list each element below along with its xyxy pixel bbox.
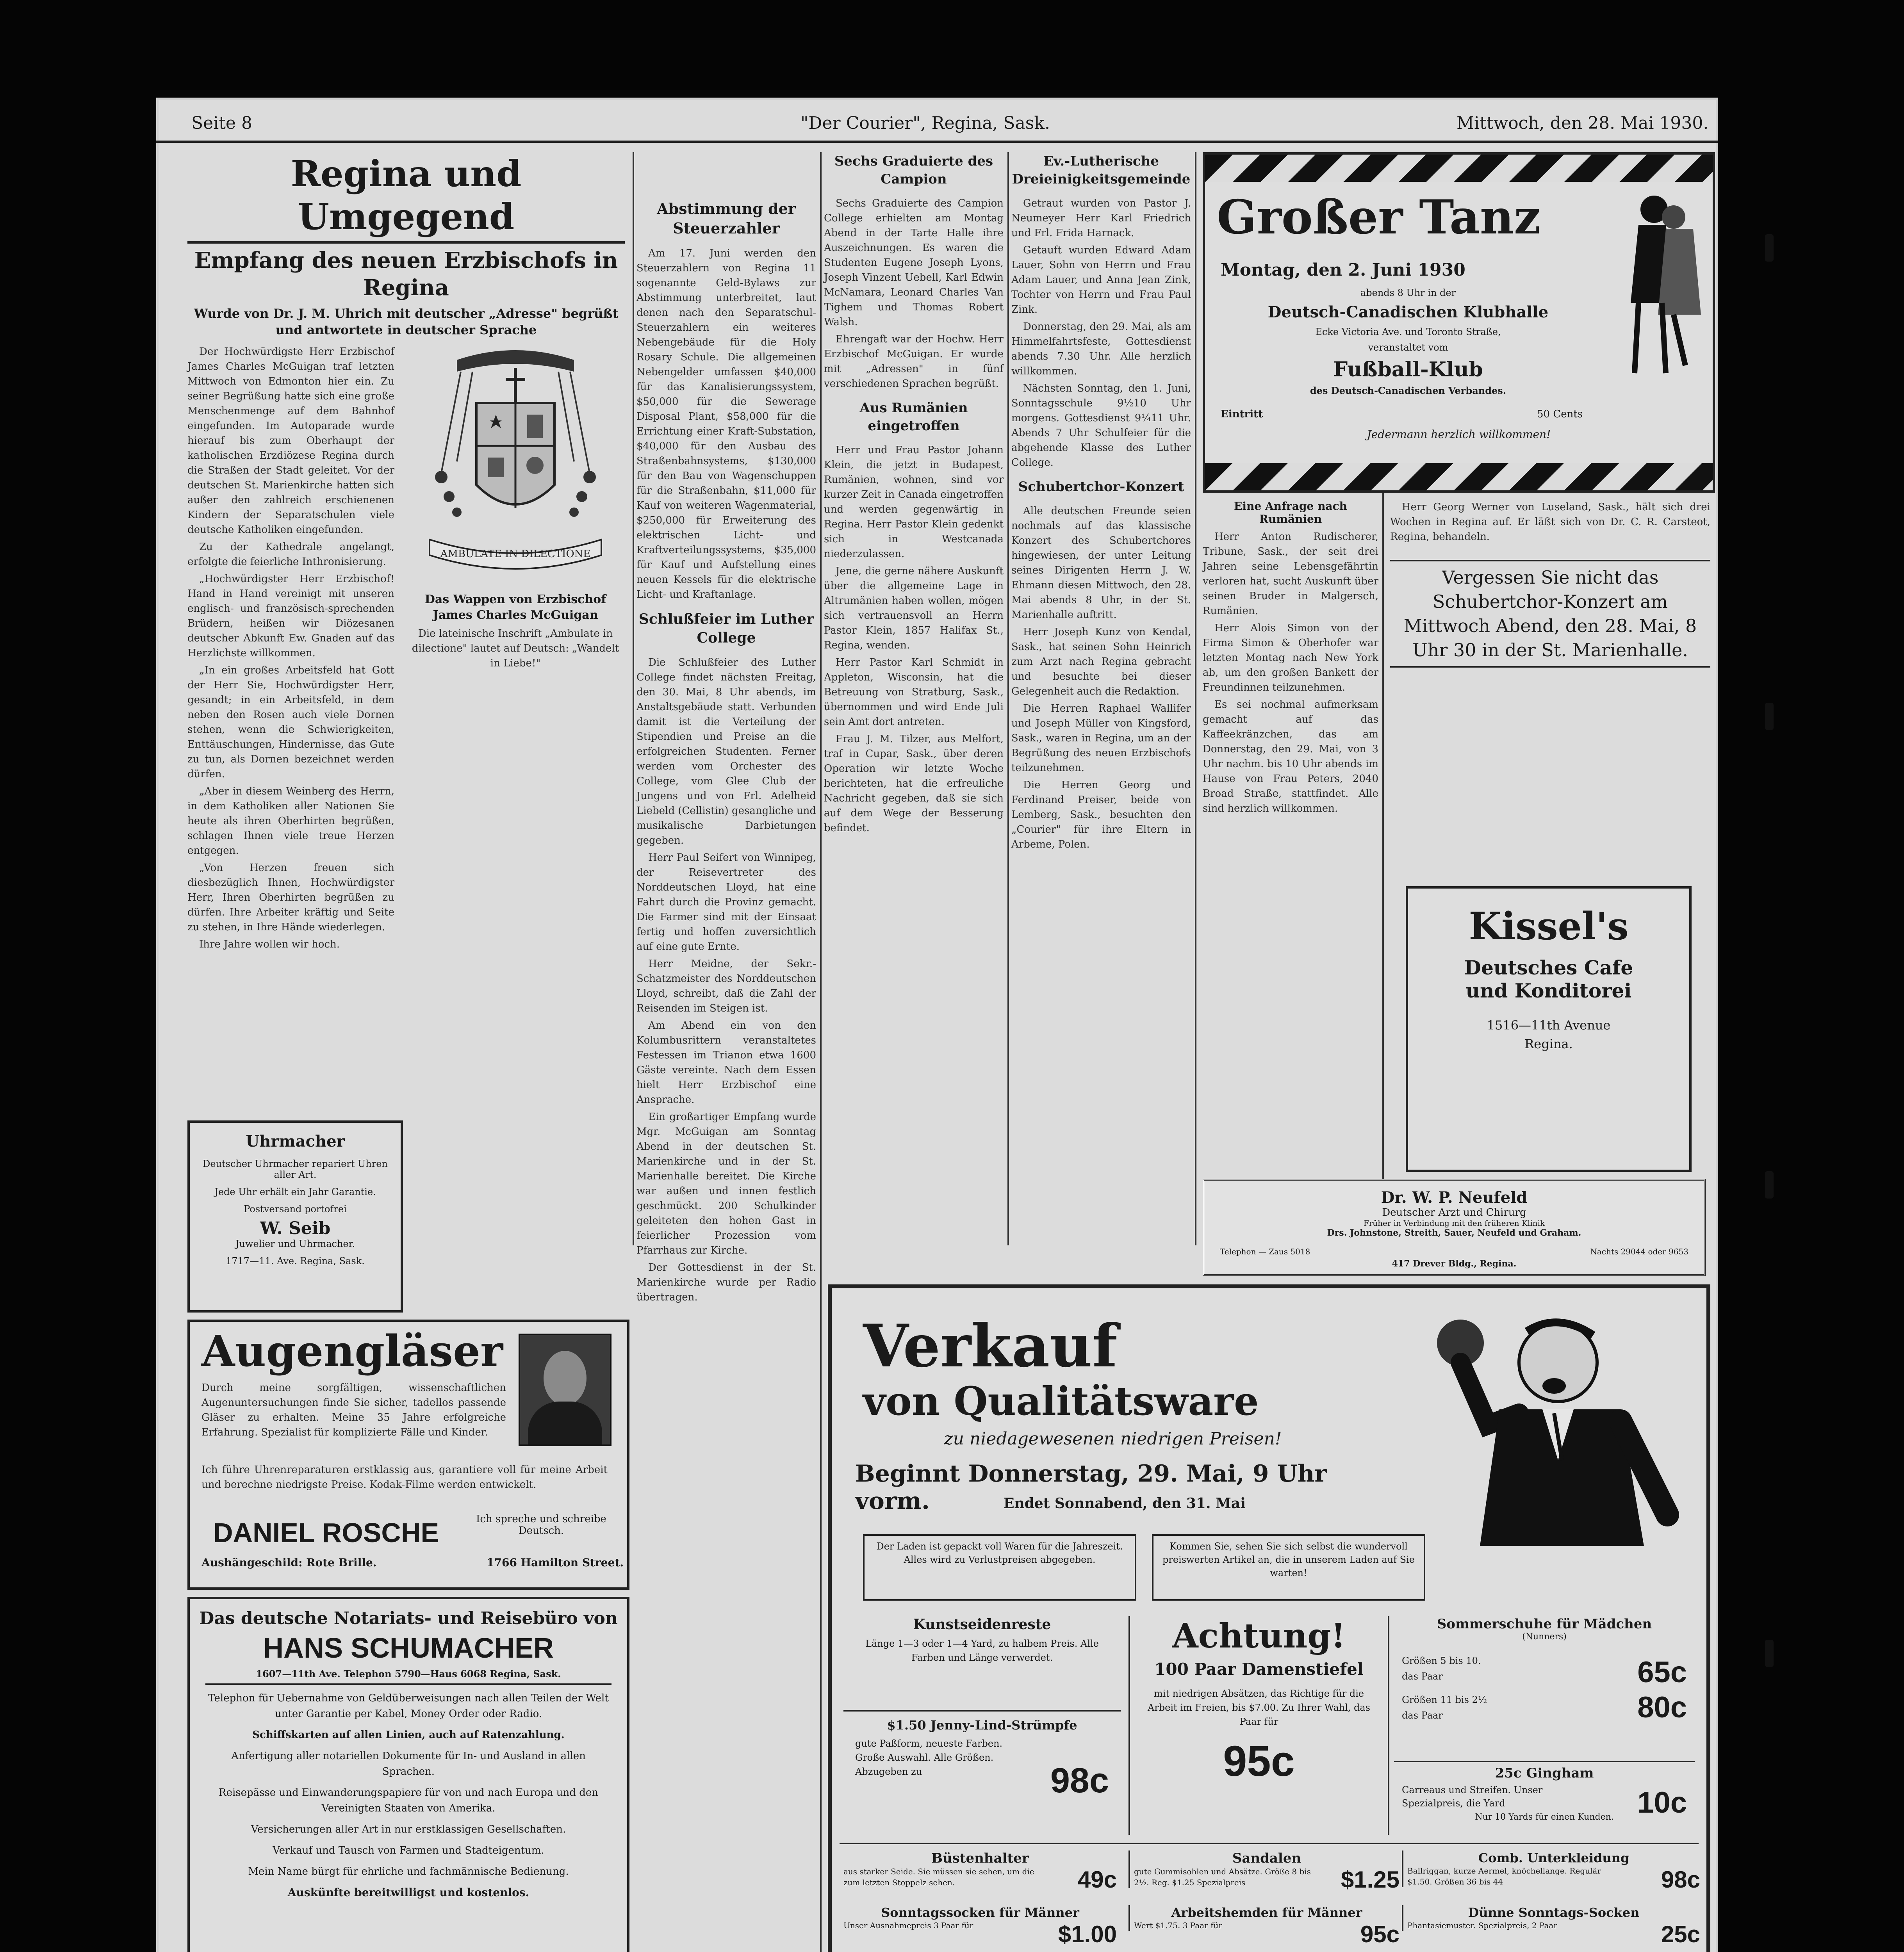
coat-caption: Das Wappen von Erzbischof James Charles McGuigan: [424, 593, 606, 622]
article-text-left: Der Hochwürdigste Herr Erzbischof James Charles McGuigan traf letzten Mittwoch von Edmonton hier ein. Zu seiner Begrüßung hatte sich eine große Menschenmenge auf dem Bahnhof eingefunden. Im Autoparade wurde hierauf bis zum Oberhaupt der katholischen Erzdiözese Regina durch die Straßen der Stadt geleitet. Vor der deutschen St. Marienkirche hatten sich außer den zahlreich erschienenen Kindern der Separatschulen viele deutsche Katholiken eingefunden. Zu der Kathedrale angelangt, erfolgte die feierliche Inthronisierung. „Hochwürdigster Herr Erzbischof! Hand in Hand vereinigt mit unseren englisch- und französisch-sprechenden Brüdern, heißen wir Diözesanen deutscher Abkunft Ew. Gnaden auf das Herzlichste willkommen. „In ein großes Arbeitsfeld hat Gott der Herr Sie, Hochwürdigster Herr, gesandt; in ein Arbeitsfeld, in dem neben den Rosen auch viele Dornen stehen, wenn die Schwierigkeiten, Enttäuschungen, Hindernisse, das Gute zu tun, als Dornen bezeichnet werden dürfen. „Aber in diesem Weinberg des Herrn, in dem Katholiken aller Nationen Sie heute als ihren Oberhirten begrüßen, schlagen Ihnen viele treue Herzen entgegen. „Von Herzen freuen sich diesbezüglich Ihnen, Hochwürdigster Herr, Ihren Oberhirten begrüßen zu dürfen. Ihre Arbeiter kräftig und Seite zu stehen, in Ihre Hände wiederlegen. Ihre Jahre wollen wir hoch.: [187, 346, 394, 950]
column-2: Abstimmung der Steuerzahler Am 17. Juni werden den Steuerzahlern von Regina 11 sogenannte Geld-Bylaws zur Abstimmung unterbreitet, laut denen nach den Separatschul-Steuerzahlern ein weiteres Nebengebäude für die Holy Rosary Schule. Die allgemeinen Nebengelder umfassen $40,000 für das Kanalisierungssystem, $50,000 für die Sewerage Disposal Plant, $58,000 für die Errichtung einer Kraft-Substation, $40,000 für den Ausbau des Straßenbahnsystems, $130,000 für den Bau von Wagenschuppen für die Straßenbahn, $11,000 für Kauf von weiteren Wagenmaterial, $250,000 für Erweiterung des elektrischen Licht- und Kraftverteilungssystems, $35,000 für Kauf und Aufstellung eines neuen Kessels für die elektrische Licht- und Kraftanlage. Schlußfeier im Luther College Die Schlußfeier des Luther College findet nächsten Freitag, den 30. Mai, 8 Uhr abends, im Anstaltsgebäude statt. Verbunden damit ist die Verteilung der Stipendien und Preise an die erfolgreichen Studenten. Ferner werden vom Orchester des College, vom Glee Club der Jungens und von Frl. Adelheid Liebeld (Cellistin) gesangliche und musikalische Darbietungen gegeben. Herr Paul Seifert von Winnipeg, der Reisevertreter des Norddeutschen Lloyd, hat eine Fahrt durch die Provinz gemacht. Die Farmer sind mit der Einsaat fertig und hoffen zuversichtlich auf eine gute Ernte. Herr Meidne, der Sekr.-Schatzmeister des Norddeutschen Lloyd, schreibt, daß die Zahl der Reisenden im Steigen ist. Am Abend ein von den Kolumbusrittern veranstaltetes Festessen im Trianon etwa 1600 Gäste vereinte. Nach dem Essen hielt Herr Erzbischof eine Ansprache. Ein großartiger Empfang wurde Mgr. McGuigan am Sonntag Abend in der deutschen St. Marienkirche und in der St. Marienhalle bereitet. Die Kirche war außen und innen festlich geschmückt. 200 Schulkinder geleiteten den hohen Gast in feierlicher Prozession vom Pfarrhaus zur Kirche. Der Gottesdienst in der St. Marienkirche wurde per Radio übertragen.: [636, 200, 816, 1303]
ad-uhrmacher-name: W. Seib: [260, 1218, 331, 1238]
ad-augen-title: Augengläser: [201, 1326, 503, 1376]
binding-hole: [1765, 703, 1774, 730]
item-buestenhalter: Büstenhalter aus starker Seide. Sie müssen sie sehen, um die zum letzten Stoppelz sehen. 49c: [843, 1850, 1117, 1893]
coat-subcaption: Die lateinische Inschrift „Ambulate in dilectione" lautet auf Deutsch: „Wandelt in Liebe!": [412, 628, 619, 669]
item-gingham: 25c Gingham Carreaus und Streifen. Unser Spezialpreis, die Yard 10c Nur 10 Yards für einen Kunden.: [1394, 1761, 1695, 1836]
ad-kissels: Kissel's Deutsches Cafe und Konditorei 1516—11th Avenue Regina.: [1406, 886, 1692, 1172]
item-arbeitshemden: Arbeitshemden für Männer Wert $1.75. 3 Paar für 95c: [1128, 1905, 1399, 1931]
col2-title2: Schlußfeier im Luther College: [638, 611, 814, 646]
col3-title: Sechs Graduierte des Campion: [834, 153, 993, 187]
ad-grosser-tanz: Großer Tanz Montag, den 2. Juni 1930 abends 8 Uhr in der Deutsch-Canadischen Klubhalle Ecke Victoria Ave. und Toronto Straße, veranstaltet vom Fußball-Klub des Deutsch-Canadischen Verbandes. Eintritt 50 Cents Jedermann herzlich willkommen!: [1203, 152, 1715, 493]
ad-verkauf: Verkauf von Qualitätsware zu niedagewesenen niedrigen Preisen! Beginnt Donnerstag, 29. Mai, 9 Uhr vorm. Endet Sonnabend, den 31. Mai Der Laden ist gepackt voll Waren für die Jahreszeit. Alles wird zu Verlustpreisen abgegeben. Kommen Sie, sehen Sie sich selbst die wundervoll preiswerten Artikel an, die in unserem Laden auf Sie warten! Kunstseidenreste Länge 1—3 oder 1—4 Yard, zu halbem Preis. Alle Farben und Länge verwerdet. $1.50 Jenny-Lind-Strümpfe gute Paßform, neueste Farben. Große Auswahl. Alle Größen. Abzugeben zu 98c Achtung! 100 Paar Damenstiefel mit niedrigen Absätzen, das Richtige für die Arbeit im Freien, bis $7.00. Zu Ihrer Wahl, das Paar für 95c Sommerschuhe für Mädchen (Nunners) Größen 5 bis 10. das Paar 65c Größen 11 bis 2½ das Paar 80c 25c Gingham Carreaus und Streifen. Unser Spezialpreis, die Yard 10c Nur 10 Yards für einen Kunden. Büstenhalter aus starker Seide. Sie müssen sie sehen, um die zum letzten Stoppelz sehen. 49c Sonntagssocken für Männer Unser Ausnahmepreis 3 Paar für $1.00 Sandalen gute Gummisohlen und Absätze. Größe 8 bis 2½. Reg. $1.25 Spezialpreis $1.25 Arbeitshemden für Männer Wert $1.75. 3 Paar für 95c Comb. Unterkleidung Ballriggan, kurze Aermel, knöchellange. Regulär $1.50. Größen 36 bis 44 98c Dünne Sonntags-Socken Phantasiemuster. Spezialpreis, 2 Paar 25c: [828, 1284, 1710, 1952]
article-text-right: [406, 679, 625, 693]
col4-title: Ev.-Lutherische Dreieinigkeitsgemeinde: [1012, 153, 1191, 187]
ad-notar-name: HANS SCHUMACHER: [263, 1633, 554, 1664]
item-kunstseide: Kunstseidenreste Länge 1—3 oder 1—4 Yard, zu halbem Preis. Alle Farben und Länge verwerdet.: [843, 1616, 1121, 1712]
ad-augen-name: DANIEL ROSCHE: [213, 1517, 439, 1548]
tanz-title: Großer Tanz: [1217, 190, 1541, 245]
column-rule: [633, 152, 634, 1245]
page-number: Seite 8: [191, 113, 252, 133]
title-rule: [187, 241, 625, 244]
portrait-image: [519, 1334, 611, 1446]
binding-hole: [1765, 1171, 1774, 1199]
article-subtitle: Wurde von Dr. J. M. Uhrich mit deutscher „Adresse" begrüßt und antwortete in deutscher Sprache: [194, 306, 619, 337]
header-rule: [156, 141, 1718, 143]
newspaper-page: [156, 98, 1718, 1952]
coat-of-arms-block: [406, 344, 625, 696]
column-rule: [1195, 152, 1196, 1245]
issue-date: Mittwoch, den 28. Mai 1930.: [1457, 113, 1709, 133]
column-rule: [1007, 152, 1009, 1245]
column-6: Herr Georg Werner von Luseland, Sask., hält sich drei Wochen in Regina auf. Er läßt sich von Dr. C. R. Carsteot, Regina, behandeln. Vergessen Sie nicht das Schubertchor-Konzert am Mittwoch Abend, den 28. Mai, 8 Uhr 30 in der St. Marienhalle.: [1390, 500, 1710, 668]
section-title: Regina und Umgegend: [291, 153, 522, 238]
col3-title2: Aus Rumänien eingetroffen: [859, 400, 968, 434]
paper-name: "Der Courier", Regina, Sask.: [800, 113, 1050, 133]
shouting-man-icon: [1371, 1296, 1691, 1546]
verkauf-start: Beginnt Donnerstag, 29. Mai, 9 Uhr vorm.: [855, 1460, 1327, 1515]
col4-title2: Schubertchor-Konzert: [1018, 479, 1184, 495]
verkauf-title: Verkauf: [863, 1312, 1118, 1380]
ad-schubert-reminder: Vergessen Sie nicht das Schubertchor-Konzert am Mittwoch Abend, den 28. Mai, 8 Uhr 30 in der St. Marienhalle.: [1390, 560, 1710, 668]
article-title: Empfang des neuen Erzbischofs in Regina: [194, 248, 618, 301]
item-sonntagssocken: Sonntagssocken für Männer Unser Ausnahmepreis 3 Paar für $1.00: [843, 1905, 1117, 1947]
item-damenstiefel: Achtung! 100 Paar Damenstiefel mit niedrigen Absätzen, das Richtige für die Arbeit im Freien, bis $7.00. Zu Ihrer Wahl, das Paar für 95c: [1128, 1616, 1389, 1835]
binding-hole: [1765, 1640, 1774, 1667]
item-unterkleidung: Comb. Unterkleidung Ballriggan, kurze Aermel, knöchellange. Regulär $1.50. Größen 36 bis 44 98c: [1402, 1850, 1700, 1887]
item-sonntags-socken: Dünne Sonntags-Socken Phantasiemuster. Spezialpreis, 2 Paar 25c: [1402, 1905, 1700, 1931]
binding-hole: [1765, 234, 1774, 262]
verkauf-subtitle: von Qualitätsware: [863, 1378, 1259, 1424]
ad-uhrmacher-title: Uhrmacher: [246, 1132, 345, 1151]
item-sandalen: Sandalen gute Gummisohlen und Absätze. Größe 8 bis 2½. Reg. $1.25 Spezialpreis $1.25: [1128, 1850, 1399, 1888]
column-4: Ev.-Lutherische Dreieinigkeitsgemeinde Getraut wurden von Pastor J. Neumeyer Herr Karl Friedrich und Frl. Frida Harnack. Getauft wurden Edward Adam Lauer, Sohn von Herrn und Frau Adam Lauer, und Anna Jean Zink, Tochter von Herrn und Frau Paul Zink. Donnerstag, den 29. Mai, als am Himmelfahrtsfeste, Gottesdienst abends 7.30 Uhr. Alle herzlich willkommen. Nächsten Sonntag, den 1. Juni, Sonntagsschule 9½10 Uhr morgens. Gottesdienst 9¼11 Uhr. Abends 7 Uhr Schulfeier für die abgehende Klasse des Luther College. Schubertchor-Konzert Alle deutschen Freunde seien nochmals auf das klassische Konzert des Schubertchores hingewiesen, der unter Leitung seines Dirigenten Herrn J. W. Ehmann diesen Mittwoch, den 28. Mai abends 8 Uhr, in der St. Marienhalle auftritt. Herr Joseph Kunz von Kendal, Sask., hat seinen Sohn Heinrich zum Arzt nach Regina gebracht und besuchte bei dieser Gelegenheit auch die Redaktion. Die Herren Raphael Wallifer und Joseph Müller von Kingsford, Sask., waren in Regina, um an der Begrüßung des neuen Erzbischofs teilzunehmen. Die Herren Georg und Ferdinand Preiser, beide von Lemberg, Sask., besuchten den „Courier" für ihre Eltern in Arbeme, Polen.: [1011, 152, 1191, 854]
column-rule: [820, 152, 822, 1952]
coat-of-arms-icon: [406, 344, 625, 586]
col2-title: Abstimmung der Steuerzahler: [657, 200, 796, 237]
ad-uhrmacher: Uhrmacher Deutscher Uhrmacher repariert Uhren aller Art. Jede Uhr erhält ein Jahr Garantie. Postversand portofrei W. Seib Juwelier und Uhrmacher. 1717—11. Ave. Regina, Sask.: [187, 1120, 403, 1313]
column-5: Eine Anfrage nach Rumänien Herr Anton Rudischerer, Tribune, Sask., der seit drei Jahren seine Lebensgefährtin verloren hat, sucht Auskunft über seinen Bruder in Malgersch, Rumänien. Herr Alois Simon von der Firma Simon & Oberhofer war letzten Montag nach New York ab, um den großen Bankett der Freundinnen teilzunehmen. Es sei nochmal aufmerksam gemacht auf das Kaffeekränzchen, das am Donnerstag, den 29. Mai, von 3 Uhr nachm. bis 10 Uhr abends im Hause von Frau Peters, 2040 Broad Straße, stattfindet. Alle sind herzlich willkommen.: [1203, 500, 1378, 814]
ad-notariat: Das deutsche Notariats- und Reisebüro von HANS SCHUMACHER 1607—11th Ave. Telephon 5790—Haus 6068 Regina, Sask. Telephon für Uebernahme von Geldüberweisungen nach allen Teilen der Welt unter Garantie per Kabel, Money Order oder Radio. Schiffskarten auf allen Linien, auch auf Ratenzahlung. Anfertigung aller notariellen Dokumente für In- und Ausland in allen Sprachen. Reisepässe und Einwanderungspapiere für von und nach Europa und den Vereinigten Staaten von Amerika. Versicherungen aller Art in nur erstklassigen Gesellschaften. Verkauf und Tausch von Farmen und Stadteigentum. Mein Name bürgt für ehrliche und fachmännische Bedienung. Auskünfte bereitwilligst und kostenlos.: [187, 1597, 629, 1952]
item-jenny-lind: $1.50 Jenny-Lind-Strümpfe gute Paßform, neueste Farben. Große Auswahl. Alle Größen. Abzugeben zu 98c: [855, 1718, 1109, 1800]
page-header: [156, 113, 1718, 137]
coat-motto: AMBULATE IN DILECTIONE: [440, 548, 591, 560]
column-rule: [1382, 492, 1384, 1257]
dancing-couple-icon: [1607, 186, 1709, 381]
column-3: Sechs Graduierte des Campion Sechs Graduierte des Campion College erhielten am Montag Abend in der Tarte Halle ihre Auszeichnungen. Es waren die Studenten Eugene Joseph Lyons, Joseph Vinzent Uebell, Karl Edwin McNamara, Leonard Charles Van Tighem und Thomas Robert Walsh. Ehrengaft war der Hochw. Herr Erzbischof McGuigan. Er wurde mit „Adressen" in fünf verschiedenen Sprachen begrüßt. Aus Rumänien eingetroffen Herr und Frau Pastor Johann Klein, die jetzt in Budapest, Rumänien, wohnen, sind vor kurzer Zeit in Canada eingetroffen und werden gegenwärtig in Regina. Herr Pastor Klein gedenkt sich in Westcanada niederzulassen. Jene, die gerne nähere Auskunft über die allgemeine Lage in Altrumänien haben wollen, mögen sich vertrauensvoll an Herrn Pastor Klein, 1857 Halifax St., Regina, wenden. Herr Pastor Karl Schmidt in Appleton, Wisconsin, hat die Betreuung von Stratburg, Sask., übernommen und wird Ende Juli sein Amt dort antreten. Frau J. M. Tilzer, aus Melfort, traf in Cupar, Sask., über deren Operation wir letzte Woche berichteten, hat die erfreuliche Nachricht gegeben, daß sie sich auf dem Wege der Besserung befindet.: [824, 152, 1004, 838]
ad-augenglaeser: Augengläser Durch meine sorgfältigen, wissenschaftlichen Augenuntersuchungen finde Sie sicher, tadellos passende Gläser zu erhalten. Meine 35 Jahre erfolgreiche Erfahrung. Spezialist für komplizierte Fälle und Kinder. Ich führe Uhrenreparaturen erstklassig aus, garantiere voll für meine Arbeit und berechne niedrigste Preise. Kodak-Filme werden entwickelt. DANIEL ROSCHE Ich spreche und schreibe Deutsch. Aushängeschild: Rote Brille. 1766 Hamilton Street.: [187, 1320, 629, 1590]
item-sommerschuhe-maedchen: Sommerschuhe für Mädchen (Nunners) Größen 5 bis 10. das Paar 65c Größen 11 bis 2½ das Paar 80c: [1402, 1616, 1687, 1724]
ad-dr-neufeld: Dr. W. P. Neufeld Deutscher Arzt und Chirurg Früher in Verbindung mit den früheren Klinik Drs. Johnstone, Streith, Sauer, Neufeld und Graham. Telephon — Zaus 5018 Nachts 29044 oder 9653 417 Drever Bldg., Regina.: [1203, 1179, 1706, 1276]
kissel-title: Kissel's: [1469, 904, 1629, 948]
